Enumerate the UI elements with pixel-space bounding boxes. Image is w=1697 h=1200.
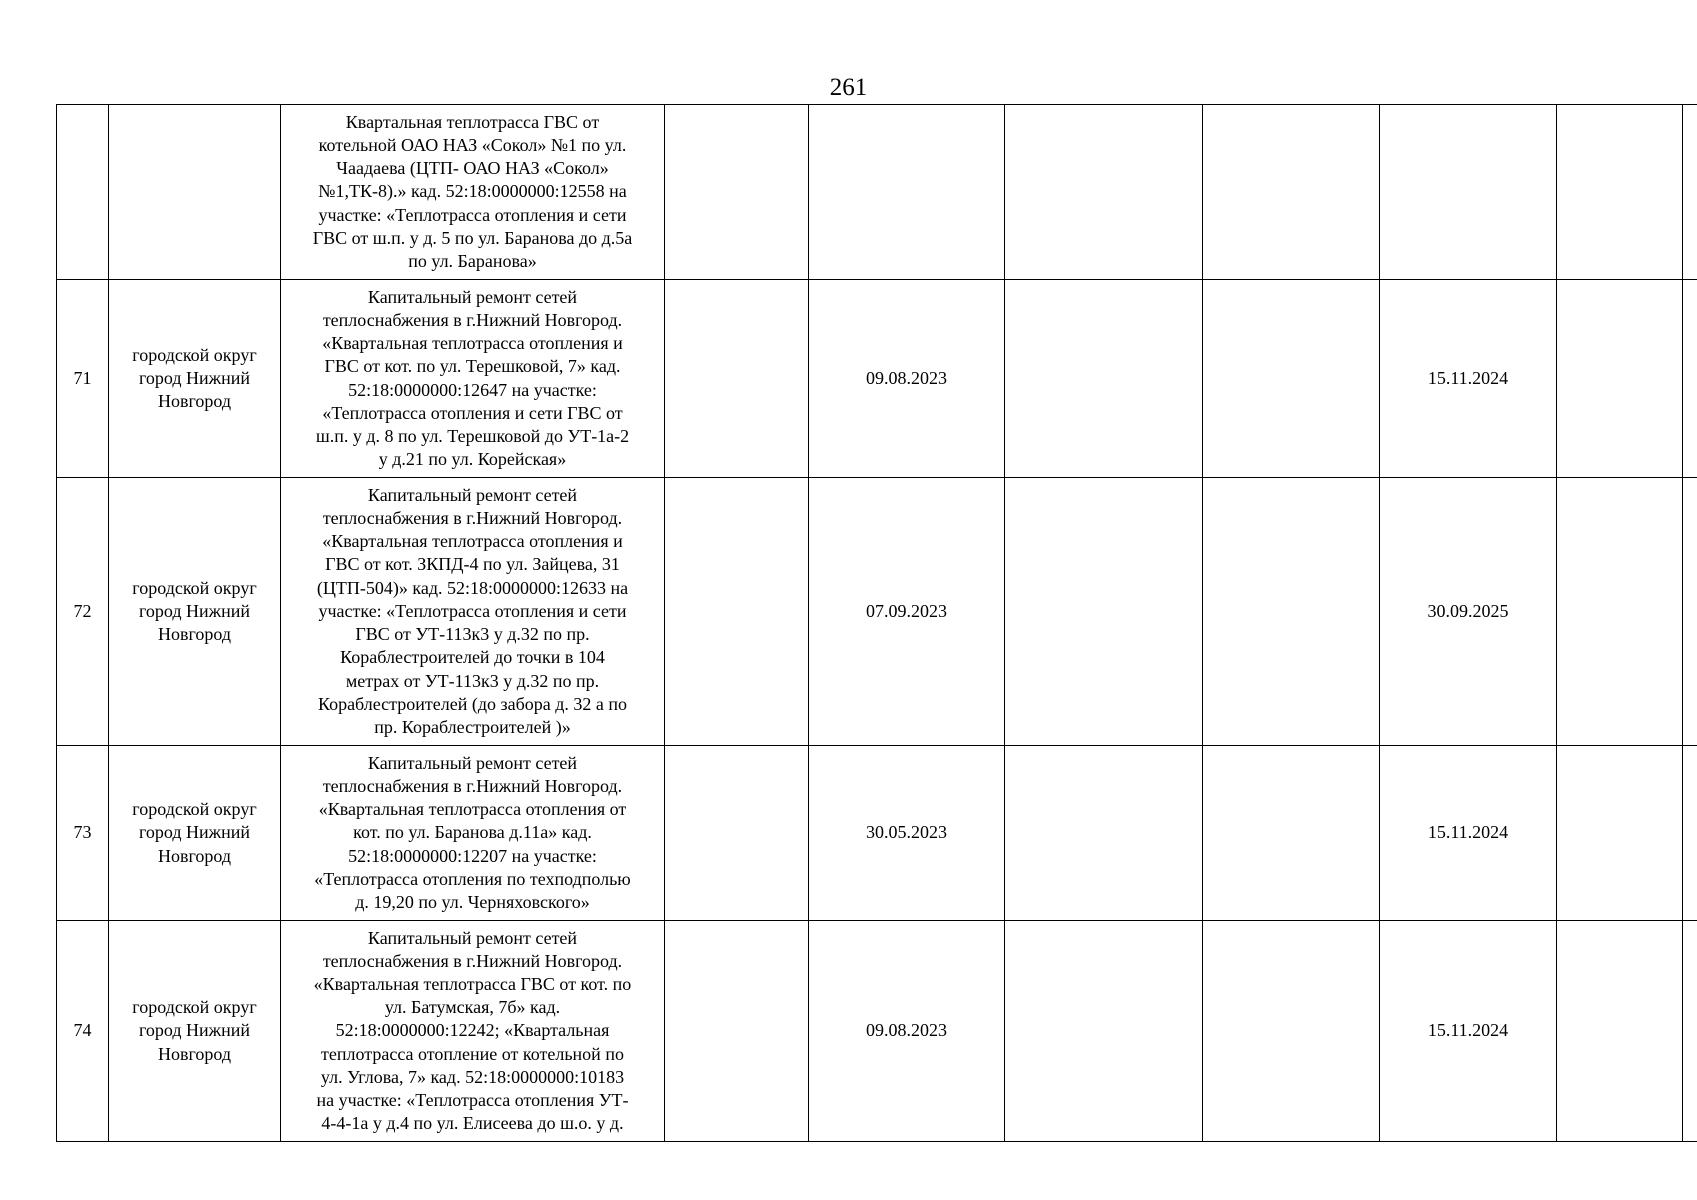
description-line: Капитальный ремонт сетей xyxy=(367,927,578,948)
end-date-cell: 15.11.2024 xyxy=(1380,280,1557,478)
description-line: ГВС от кот. ЗКПД-4 по ул. Зайцева, 31 xyxy=(325,554,620,575)
description-line: ГВС от УТ-113к3 у д.32 по пр. xyxy=(355,624,590,645)
description-line: «Теплотрасса отопления по техподполью xyxy=(314,868,631,889)
description-line: «Квартальная теплотрасса отопления и xyxy=(322,333,623,354)
description-line: №1,ТК-8).» кад. 52:18:0000000:12558 на xyxy=(318,181,627,202)
description-cell xyxy=(281,280,665,478)
description-line: теплотрасса отопление от котельной по xyxy=(321,1043,624,1064)
description-line: «Квартальная теплотрасса ГВС от кот. по xyxy=(313,973,632,994)
start-date-cell: 07.09.2023 xyxy=(809,478,1005,746)
municipality-cell xyxy=(109,105,281,280)
description-line: теплоснабжения в г.Нижний Новгород. xyxy=(322,775,623,796)
description-line: (ЦТП-504)» кад. 52:18:0000000:12633 на xyxy=(316,577,629,598)
municipality-line: городской округ xyxy=(132,577,257,598)
end-date-cell xyxy=(1380,105,1557,280)
description-line: на участке: «Теплотрасса отопления УТ- xyxy=(316,1090,629,1110)
description-line: пр. Кораблестроителей )» xyxy=(374,716,571,737)
empty-cell xyxy=(1005,921,1203,1142)
description-line: Капитальный ремонт сетей xyxy=(367,484,578,505)
municipality-line: город Нижний xyxy=(138,1020,251,1041)
municipality-line: Новгород xyxy=(157,391,232,412)
empty-cell xyxy=(1203,280,1380,478)
row-number: 74 xyxy=(57,921,109,1142)
description-line: Капитальный ремонт сетей xyxy=(367,286,578,307)
description-line: теплоснабжения в г.Нижний Новгород. xyxy=(322,508,623,529)
empty-cell xyxy=(1683,478,1697,746)
description-line: «Теплотрасса отопления и сети ГВС от xyxy=(322,402,623,423)
description-cell xyxy=(281,478,665,746)
empty-cell xyxy=(1203,478,1380,746)
description-cell xyxy=(281,746,665,921)
description-cell xyxy=(281,921,665,1142)
works-table xyxy=(56,104,1697,1142)
table-row xyxy=(57,280,1697,478)
end-date-cell: 15.11.2024 xyxy=(1380,921,1557,1142)
municipality-line: городской округ xyxy=(132,344,257,365)
description-line: 52:18:0000000:12242; «Квартальная xyxy=(335,1020,610,1041)
empty-cell xyxy=(1203,746,1380,921)
empty-cell xyxy=(1683,280,1697,478)
description-line: ГВС от ш.п. у д. 5 по ул. Баранова до д.5а xyxy=(312,227,633,248)
empty-cell xyxy=(1005,105,1203,280)
empty-cell xyxy=(1557,105,1683,280)
description-line: у д.21 по ул. Корейская» xyxy=(378,449,567,470)
municipality-line: Новгород xyxy=(157,845,232,866)
municipality-line: город Нижний xyxy=(138,367,251,388)
description-line: теплоснабжения в г.Нижний Новгород. xyxy=(322,309,623,330)
municipality-cell xyxy=(109,478,281,746)
description-cell xyxy=(281,105,665,280)
row-number: 72 xyxy=(57,478,109,746)
municipality-cell xyxy=(109,280,281,478)
table-row xyxy=(57,478,1697,746)
description-line: Кораблестроителей (до забора д. 32 а по xyxy=(317,693,628,714)
empty-cell xyxy=(1203,921,1380,1142)
empty-cell xyxy=(1557,478,1683,746)
end-date-cell: 30.09.2025 xyxy=(1380,478,1557,746)
empty-cell xyxy=(1557,746,1683,921)
description-line: участке: «Теплотрасса отопления и сети xyxy=(318,204,627,225)
table-row xyxy=(57,105,1697,280)
page-number: 261 xyxy=(829,74,868,101)
description-text xyxy=(285,286,660,472)
description-line: «Квартальная теплотрасса отопления от xyxy=(318,799,627,820)
start-date-cell: 30.05.2023 xyxy=(809,746,1005,921)
municipality-line: город Нижний xyxy=(138,600,251,621)
end-date-cell: 15.11.2024 xyxy=(1380,746,1557,921)
empty-cell xyxy=(1005,746,1203,921)
description-line: метрах от УТ-113к3 у д.32 по пр. xyxy=(345,670,600,691)
municipality-line: город Нижний xyxy=(138,822,251,843)
description-line: участке: «Теплотрасса отопления и сети xyxy=(318,600,627,621)
start-date-cell xyxy=(809,105,1005,280)
empty-cell xyxy=(1005,280,1203,478)
description-line: Чаадаева (ЦТП- ОАО НАЗ «Сокол» xyxy=(336,158,609,179)
description-line: «Квартальная теплотрасса отопления и xyxy=(322,531,623,552)
description-line: ул. Углова, 7» кад. 52:18:0000000:10183 xyxy=(320,1066,625,1087)
description-line: д. 19,20 по ул. Черняховского» xyxy=(355,892,590,912)
empty-cell xyxy=(1557,280,1683,478)
empty-cell xyxy=(1683,105,1697,280)
empty-cell xyxy=(1557,921,1683,1142)
description-line: кот. по ул. Баранова д.11а» кад. xyxy=(353,822,592,843)
row-number: 71 xyxy=(57,280,109,478)
description-line: котельной ОАО НАЗ «Сокол» №1 по ул. xyxy=(318,134,627,155)
description-line: 52:18:0000000:12207 на участке: xyxy=(348,845,597,866)
municipality-line: Новгород xyxy=(157,1043,232,1064)
description-line: 52:18:0000000:12647 на участке: xyxy=(348,379,597,400)
description-text xyxy=(285,752,660,914)
row-number: 73 xyxy=(57,746,109,921)
description-line: ул. Батумская, 7б» кад. xyxy=(384,997,561,1018)
empty-cell xyxy=(665,280,809,478)
empty-cell xyxy=(1683,746,1697,921)
table-row xyxy=(57,921,1697,1142)
empty-cell xyxy=(665,478,809,746)
description-text xyxy=(285,111,660,273)
empty-cell xyxy=(1683,921,1697,1142)
empty-cell xyxy=(665,105,809,280)
description-line: ш.п. у д. 8 по ул. Терешковой до УТ-1а-2 xyxy=(315,425,630,446)
empty-cell xyxy=(1203,105,1380,280)
municipality-cell xyxy=(109,921,281,1142)
start-date-cell: 09.08.2023 xyxy=(809,921,1005,1142)
row-number xyxy=(57,105,109,280)
description-text xyxy=(285,927,660,1136)
description-line: теплоснабжения в г.Нижний Новгород. xyxy=(322,950,623,971)
description-line: 4-4-1а у д.4 по ул. Елисеева до ш.о. у д. xyxy=(321,1113,624,1134)
description-line: Кораблестроителей до точки в 104 xyxy=(340,647,605,668)
empty-cell xyxy=(665,921,809,1142)
municipality-line: городской округ xyxy=(132,799,257,820)
empty-cell xyxy=(1005,478,1203,746)
description-line: по ул. Баранова» xyxy=(408,251,537,271)
description-line: Квартальная теплотрасса ГВС от xyxy=(345,111,600,132)
start-date-cell: 09.08.2023 xyxy=(809,280,1005,478)
description-line: Капитальный ремонт сетей xyxy=(367,752,578,773)
table-row xyxy=(57,746,1697,921)
description-text xyxy=(285,484,660,739)
description-line: ГВС от кот. по ул. Терешковой, 7» кад. xyxy=(324,356,621,377)
empty-cell xyxy=(665,746,809,921)
municipality-line: городской округ xyxy=(132,997,257,1018)
municipality-line: Новгород xyxy=(157,624,232,645)
municipality-cell xyxy=(109,746,281,921)
